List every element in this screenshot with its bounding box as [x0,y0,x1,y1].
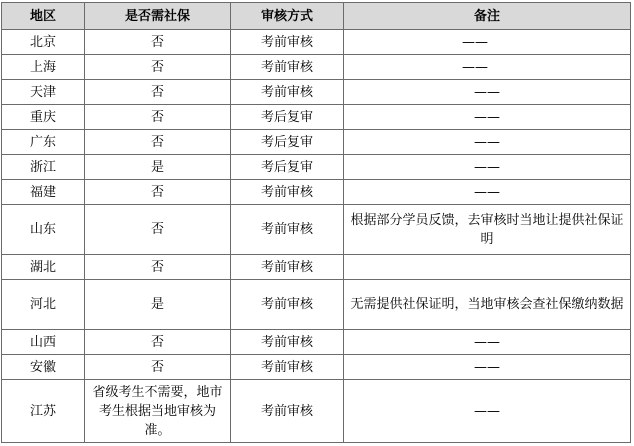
cell-social-security: 否 [85,205,231,255]
cell-remarks: 根据部分学员反馈，去审核时当地让提供社保证明 [344,205,631,255]
table-row [2,255,631,280]
cell-review-method: 考后复审 [231,105,344,130]
cell-region: 浙江 [2,155,85,180]
cell-remarks: —— [344,180,631,205]
cell-region: 河北 [2,280,85,330]
cell-review-method: 考前审核 [231,55,344,80]
table-row [2,355,631,380]
cell-review-method: 考前审核 [231,30,344,55]
cell-social-security: 省级考生不需要，地市考生根据当地审核为准。 [85,380,231,443]
cell-remarks: —— [344,80,631,105]
table-row [2,205,631,255]
table-row [2,55,631,80]
table-row [2,380,631,443]
cell-remarks: —— [344,380,631,443]
cell-social-security: 否 [85,255,231,280]
cell-region: 重庆 [2,105,85,130]
header-remarks: 备注 [344,3,631,30]
table-row [2,80,631,105]
cell-social-security: 否 [85,30,231,55]
cell-remarks: —— [344,155,631,180]
cell-region: 福建 [2,180,85,205]
cell-review-method: 考前审核 [231,330,344,355]
cell-remarks: —— [344,130,631,155]
cell-social-security: 否 [85,105,231,130]
table-row [2,280,631,330]
cell-region: 江苏 [2,380,85,443]
table-row [2,155,631,180]
cell-remarks: —— [344,55,631,80]
cell-review-method: 考后复审 [231,155,344,180]
cell-region: 上海 [2,55,85,80]
cell-social-security: 否 [85,330,231,355]
cell-social-security: 否 [85,55,231,80]
cell-remarks: 无需提供社保证明，当地审核会查社保缴纳数据 [344,280,631,330]
cell-review-method: 考前审核 [231,205,344,255]
cell-region: 湖北 [2,255,85,280]
header-region: 地区 [2,3,85,30]
cell-remarks: —— [344,355,631,380]
header-review-method: 审核方式 [231,3,344,30]
cell-review-method: 考前审核 [231,80,344,105]
cell-region: 广东 [2,130,85,155]
cell-social-security: 否 [85,130,231,155]
table-row [2,180,631,205]
exam-review-table [1,2,631,443]
cell-social-security: 是 [85,280,231,330]
table-row [2,30,631,55]
cell-review-method: 考前审核 [231,380,344,443]
cell-region: 北京 [2,30,85,55]
header-social-security: 是否需社保 [85,3,231,30]
cell-remarks: —— [344,30,631,55]
cell-social-security: 是 [85,155,231,180]
cell-region: 安徽 [2,355,85,380]
cell-review-method: 考前审核 [231,180,344,205]
cell-review-method: 考前审核 [231,255,344,280]
table-row [2,105,631,130]
cell-review-method: 考前审核 [231,355,344,380]
cell-social-security: 否 [85,355,231,380]
cell-remarks: —— [344,105,631,130]
cell-remarks: —— [344,330,631,355]
table-header-row [2,3,631,30]
cell-region: 天津 [2,80,85,105]
cell-review-method: 考前审核 [231,280,344,330]
cell-remarks [344,255,631,280]
cell-social-security: 否 [85,80,231,105]
cell-region: 山西 [2,330,85,355]
table-row [2,330,631,355]
table-row [2,130,631,155]
cell-region: 山东 [2,205,85,255]
cell-social-security: 否 [85,180,231,205]
cell-review-method: 考后复审 [231,130,344,155]
